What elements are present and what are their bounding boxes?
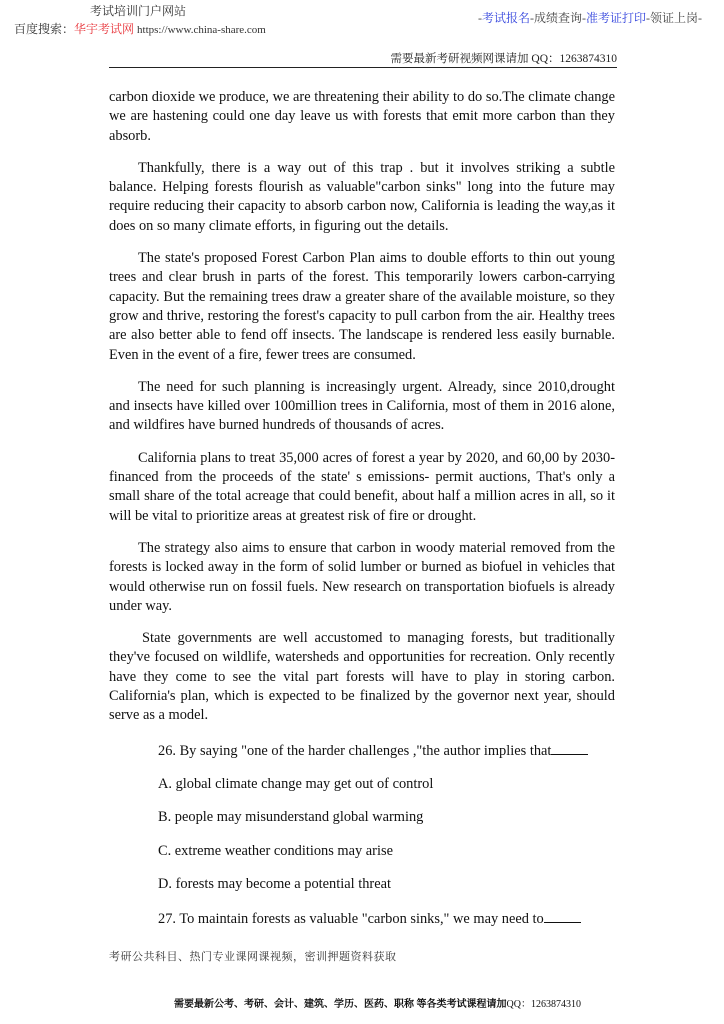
passage-paragraph: The strategy also aims to ensure that carbon in woody material removed from the forests is locked away in the form of solid lumber or burned as biofuel in vehicles that would otherwise run on fossil fuels. New research on transportation biofuels is already under way. — [109, 539, 615, 614]
link-score-query[interactable]: 成绩查询 — [533, 11, 582, 25]
footer-promo-line: 考研公共科目、热门专业课网课视频，密训押题资料获取 — [109, 951, 397, 963]
passage-paragraph: Thankfully, there is a way out of this trap . but it involves striking a subtle balance. Helping forests flourish as valuable"carbon sinks" long into the future may require reducing their capacity to absorb carbon now, California is leading the way,as it does on so many climate efforts, in figuring out the details. — [109, 159, 615, 234]
footer-contact-line — [174, 995, 581, 1010]
site-title-watermark: 考试培训门户网站 — [90, 4, 187, 18]
site-url-link[interactable]: https://www.china-share.com — [137, 24, 266, 36]
reading-passage — [109, 88, 615, 739]
separator: - — [698, 11, 702, 25]
top-links-bar — [478, 9, 702, 26]
question-27-stem — [158, 909, 581, 929]
footer-contact-text: 需要最新公考、考研、会计、建筑、学历、医药、职称 等各类考试课程请加 — [174, 999, 507, 1010]
question-26-option-d: D. forests may become a potential threat — [158, 876, 391, 892]
link-exam-registration[interactable]: 考试报名 — [481, 11, 530, 25]
question-26-option-a: A. global climate change may get out of control — [158, 776, 434, 792]
passage-paragraph: California plans to treat 35,000 acres of forest a year by 2020, and 60,00 by 2030- financed from the proceeds of the state' s emissions- permit auctions, That's only a small share of the total acreage that could benefit, about half a million acres in all, so it will be vital to prioritize areas at greatest risk of fire or drought. — [109, 449, 615, 524]
link-admission-ticket-print[interactable]: 准考证打印 — [585, 11, 646, 25]
page-header: 需要最新考研视频网课请加 QQ：1263874310 — [109, 51, 617, 68]
separator: - — [477, 11, 482, 25]
passage-paragraph: carbon dioxide we produce, we are threatening their ability to do so.The climate change we are hastening could one day leave us with forests that emit more carbon than they absorb. — [109, 89, 615, 144]
answer-blank — [551, 741, 588, 755]
answer-blank — [544, 909, 581, 923]
passage-paragraph: State governments are well accustomed to managing forests, but traditionally they've focused on wildlife, watersheds and opportunities for recreation. Only recently have they come to see the vital part forests will have to play in storing carbon. California's plan, which is expected to be finalized by the governor next year, should serve as a model. — [109, 630, 615, 724]
separator: - — [581, 11, 586, 25]
link-certification[interactable]: 领证上岗 — [649, 11, 698, 25]
question-26-stem — [158, 741, 588, 761]
question-text: 27. To maintain forests as valuable "carbon sinks," we may need to — [158, 911, 544, 927]
footer-qq-number: QQ：1263874310 — [506, 999, 581, 1010]
separator: - — [645, 11, 650, 25]
question-26-option-c: C. extreme weather conditions may arise — [158, 843, 393, 859]
passage-paragraph: The need for such planning is increasingly urgent. Already, since 2010,drought and insects have killed over 100million trees in California, most of them in 2016 alone, and wildfires have burned hundreds of thousands of acres. — [109, 378, 615, 434]
question-26-option-b: B. people may misunderstand global warming — [158, 809, 424, 825]
search-watermark — [14, 20, 266, 37]
passage-paragraph: The state's proposed Forest Carbon Plan aims to double efforts to thin out young trees and clear brush in parts of the forest. This temporarily lowers carbon-carrying capacity. But the remaining trees draw a greater share of the available moisture, so they grow and thrive, restoring the forest's capacity to pull carbon from the air. Healthy trees are also better able to fend off insects. The landscape is rendered less easily burnable. Even in the event of a fire, fewer trees are consumed. — [109, 250, 615, 363]
search-prefix: 百度搜索： — [14, 22, 75, 36]
separator: - — [529, 11, 534, 25]
search-brand-link[interactable]: 华宇考试网 — [74, 22, 135, 36]
question-text: 26. By saying "one of the harder challenges ,"the author implies that — [158, 743, 552, 759]
